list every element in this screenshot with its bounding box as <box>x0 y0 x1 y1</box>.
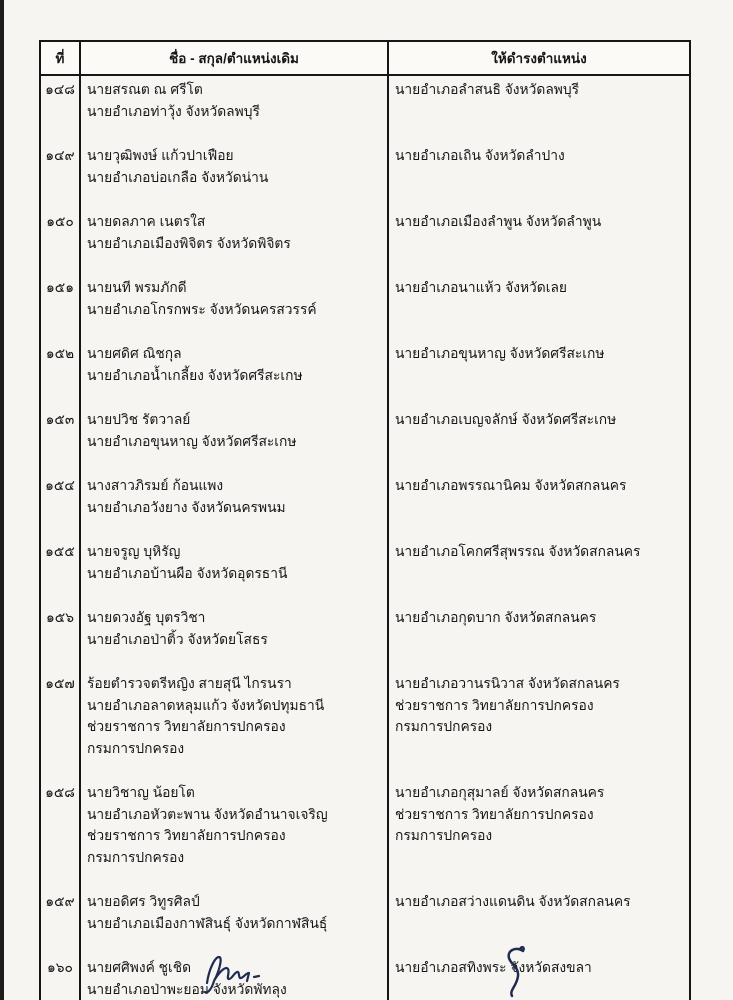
former-position-cell <box>80 144 388 210</box>
former-position-cell <box>80 672 388 781</box>
new-position-cell <box>388 210 690 276</box>
text-line: กรมการปกครอง <box>395 828 493 843</box>
table-row <box>40 540 690 606</box>
former-position-cell <box>80 408 388 474</box>
header-new-position-column: ให้ดำรงตำแหน่ง <box>388 41 690 75</box>
row-number: ๑๕๗ <box>40 672 80 781</box>
text-line: นายปวิช รัตวาลย์ <box>87 412 191 427</box>
new-position-cell <box>388 75 690 144</box>
table-row <box>40 210 690 276</box>
row-number: ๑๕๒ <box>40 342 80 408</box>
text-line: นายวุฒิพงษ์ แก้วปาเฟือย <box>87 148 234 163</box>
text-line: นายศดิศ ณิชกุล <box>87 346 182 361</box>
row-number: ๑๖๐ <box>40 956 80 1000</box>
row-number: ๑๕๖ <box>40 606 80 672</box>
former-position-cell <box>80 474 388 540</box>
text-line: ช่วยราชการ วิทยาลัยการปกครอง <box>395 806 594 822</box>
text-line: นายอำเภอลำสนธิ จังหวัดลพบุรี <box>395 82 580 97</box>
text-line: นายอำเภอกุดบาก จังหวัดสกลนคร <box>395 610 597 625</box>
header-former-position-column: ชื่อ - สกุล/ตำแหน่งเดิม <box>80 41 388 75</box>
text-line: กรมการปกครอง <box>395 719 493 734</box>
text-line: นายอำเภอขุนหาญ จังหวัดศรีสะเกษ <box>87 433 297 449</box>
text-line: นายอดิศร วิทูรศิลป์ <box>87 894 200 909</box>
table-row <box>40 956 690 1000</box>
table-row <box>40 75 690 144</box>
text-line: นายอำเภอเมืองพิจิตร จังหวัดพิจิตร <box>87 235 291 251</box>
table-row <box>40 781 690 890</box>
row-number: ๑๔๘ <box>40 75 80 144</box>
former-position-cell <box>80 342 388 408</box>
text-line: นายอำเภอพรรณานิคม จังหวัดสกลนคร <box>395 478 627 493</box>
text-line: นายศศิพงค์ ชูเชิด <box>87 960 192 975</box>
text-line: นายอำเภอสทิงพระ จังหวัดสงขลา <box>395 960 592 975</box>
text-line: นางสาวภิรมย์ ก้อนแพง <box>87 478 224 493</box>
row-number: ๑๔๙ <box>40 144 80 210</box>
handwritten-initial-mark-ink <box>500 942 528 1000</box>
new-position-cell <box>388 672 690 781</box>
row-number: ๑๕๑ <box>40 276 80 342</box>
table-body <box>40 75 690 1000</box>
text-line: นายอำเภอวานรนิวาส จังหวัดสกลนคร <box>395 676 620 691</box>
new-position-cell <box>388 276 690 342</box>
position-transfer-table <box>39 40 691 1000</box>
new-position-cell <box>388 408 690 474</box>
former-position-cell <box>80 75 388 144</box>
text-line: ช่วยราชการ วิทยาลัยการปกครอง <box>87 828 286 843</box>
former-position-cell <box>80 540 388 606</box>
table-row <box>40 342 690 408</box>
header-number-column: ที่ <box>40 41 80 75</box>
table-row <box>40 474 690 540</box>
text-line: นายอำเภอหัวตะพาน จังหวัดอำนาจเจริญ <box>87 806 328 822</box>
text-line: นายอำเภอโคกศรีสุพรรณ จังหวัดสกลนคร <box>395 544 641 559</box>
new-position-cell <box>388 781 690 890</box>
new-position-cell <box>388 890 690 956</box>
text-line: นายอำเภอเมืองลำพูน จังหวัดลำพูน <box>395 214 602 229</box>
text-line: ร้อยตำรวจตรีหญิง สายสุนี ไกรนรา <box>87 676 292 691</box>
table-row <box>40 606 690 672</box>
text-line: นายสรณต ณ ศรีโต <box>87 82 203 97</box>
text-line: นายอำเภอป่าพะยอม จังหวัดพัทลุง <box>87 981 287 997</box>
former-position-cell <box>80 276 388 342</box>
text-line: นายดลภาค เนตรใส <box>87 214 206 229</box>
text-line: นายอำเภอวังยาง จังหวัดนครพนม <box>87 499 286 515</box>
text-line: นายจรูญ บุหิรัญ <box>87 544 181 559</box>
table-row <box>40 276 690 342</box>
text-line: นายอำเภอสว่างแดนดิน จังหวัดสกลนคร <box>395 894 631 909</box>
table-row <box>40 408 690 474</box>
row-number: ๑๕๙ <box>40 890 80 956</box>
former-position-cell <box>80 606 388 672</box>
text-line: นายอำเภอเบญจลักษ์ จังหวัดศรีสะเกษ <box>395 412 617 427</box>
former-position-cell <box>80 781 388 890</box>
page-edge-shadow <box>0 0 4 1000</box>
table-row <box>40 890 690 956</box>
new-position-cell <box>388 474 690 540</box>
text-line: นายดวงอัฐ บุตรวิชา <box>87 610 206 625</box>
table-row <box>40 144 690 210</box>
text-line: ช่วยราชการ วิทยาลัยการปกครอง <box>87 719 286 734</box>
table-header-row <box>40 41 690 75</box>
new-position-cell <box>388 540 690 606</box>
text-line: นายอำเภอป่าติ้ว จังหวัดยโสธร <box>87 631 268 647</box>
text-line: นายอำเภอนาแห้ว จังหวัดเลย <box>395 280 568 295</box>
text-line: นายอำเภอลาดหลุมแก้ว จังหวัดปทุมธานี <box>87 697 325 713</box>
text-line: นายอำเภอบ่อเกลือ จังหวัดน่าน <box>87 169 269 185</box>
text-line: กรมการปกครอง <box>87 849 185 865</box>
new-position-cell <box>388 342 690 408</box>
text-line: นายอำเภอโกรกพระ จังหวัดนครสวรรค์ <box>87 301 317 317</box>
text-line: นายอำเภอบ้านผือ จังหวัดอุดรธานี <box>87 565 288 581</box>
row-number: ๑๕๓ <box>40 408 80 474</box>
text-line: นายวิชาญ น้อยโต <box>87 785 195 800</box>
text-line: นายอำเภอขุนหาญ จังหวัดศรีสะเกษ <box>395 346 605 361</box>
text-line: นายอำเภอเมืองกาฬสินธุ์ จังหวัดกาฬสินธุ์ <box>87 915 328 931</box>
table-row <box>40 672 690 781</box>
handwritten-signature-ink <box>198 946 270 998</box>
new-position-cell <box>388 144 690 210</box>
new-position-cell <box>388 606 690 672</box>
text-line: นายอำเภอเถิน จังหวัดลำปาง <box>395 148 565 163</box>
text-line: ช่วยราชการ วิทยาลัยการปกครอง <box>395 697 594 713</box>
new-position-cell <box>388 956 690 1000</box>
row-number: ๑๕๕ <box>40 540 80 606</box>
text-line: กรมการปกครอง <box>87 740 185 756</box>
row-number: ๑๕๘ <box>40 781 80 890</box>
row-number: ๑๕๔ <box>40 474 80 540</box>
former-position-cell <box>80 210 388 276</box>
row-number: ๑๕๐ <box>40 210 80 276</box>
text-line: นายอำเภอกุสุมาลย์ จังหวัดสกลนคร <box>395 785 605 800</box>
text-line: นายอำเภอน้ำเกลี้ยง จังหวัดศรีสะเกษ <box>87 367 303 383</box>
text-line: นายนที พรมภักดี <box>87 280 187 295</box>
text-line: นายอำเภอท่าวุ้ง จังหวัดลพบุรี <box>87 103 260 119</box>
